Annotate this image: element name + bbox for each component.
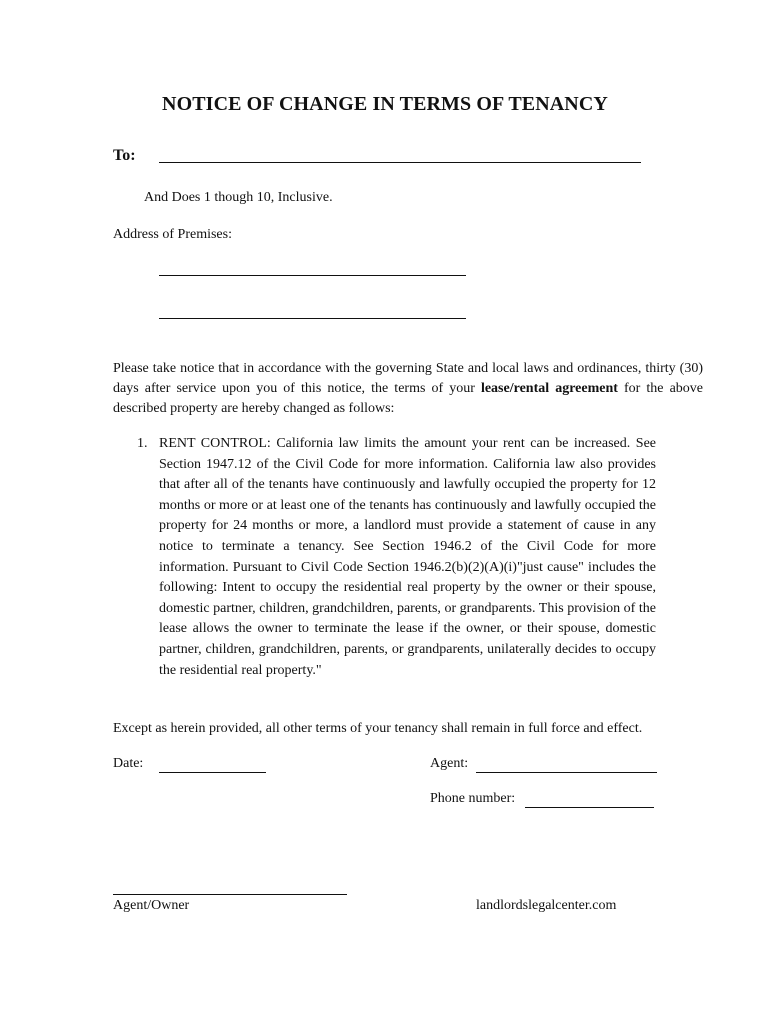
signature-label: Agent/Owner (113, 898, 190, 913)
notice-paragraph-post: for the above described property are hereby changed as follows: (113, 381, 703, 416)
except-text: Except as herein provided, all other terms of your tenancy shall remain in full force and effect. (113, 721, 643, 736)
address-label: Address of Premises: (113, 227, 232, 242)
rent-control-item: RENT CONTROL: California law limits the amount your rent can be increased. See Section 1947.12 of the Civil Code for more information. California law also provides that after all of the tenants have continuously and lawfully occupied the property for 12 months or more or at least one of the tenants has continuously and lawfully occupied the property for 24 months or more, a landlord must provide a statement of cause in any notice to terminate a tenancy. See Section 1946.2 of the Civil Code for more information. Pursuant to Civil Code Section 1946.2(b)(2)(A)(i)"just cause" includes the following: Intent to occupy the residential real property by the owner or their spouse, domestic partner, children, grandchildren, parents, or grandparents. This provision of the lease allows the owner to terminate the lease if the owner, or their spouse, domestic partner, children, grandchildren, parents, or grandparents, unilaterally decides to occupy the residential real property." (159, 436, 656, 678)
phone-blank-line[interactable] (525, 807, 654, 808)
signature-line[interactable] (113, 894, 347, 895)
to-blank-line[interactable] (159, 162, 641, 163)
date-label: Date: (113, 756, 144, 771)
address-blank-line-2[interactable] (159, 318, 466, 319)
address-blank-line-1[interactable] (159, 275, 466, 276)
item-number: 1. (137, 436, 148, 451)
document-title: NOTICE OF CHANGE IN TERMS OF TENANCY (162, 93, 608, 115)
notice-paragraph (113, 359, 703, 419)
does-text: And Does 1 though 10, Inclusive. (144, 190, 333, 205)
phone-label: Phone number: (430, 791, 516, 806)
notice-paragraph-pre: Please take notice that in accordance with the governing State and local laws and ordinances, thirty (30) days after service upon you of this notice, the terms of your (113, 361, 703, 396)
date-blank-line[interactable] (159, 772, 266, 773)
to-label: To: (113, 147, 136, 164)
notice-paragraph-bold: lease/rental agreement (480, 381, 618, 396)
agent-blank-line[interactable] (476, 772, 657, 773)
agent-label: Agent: (430, 756, 469, 771)
website-text: landlordslegalcenter.com (476, 898, 617, 913)
